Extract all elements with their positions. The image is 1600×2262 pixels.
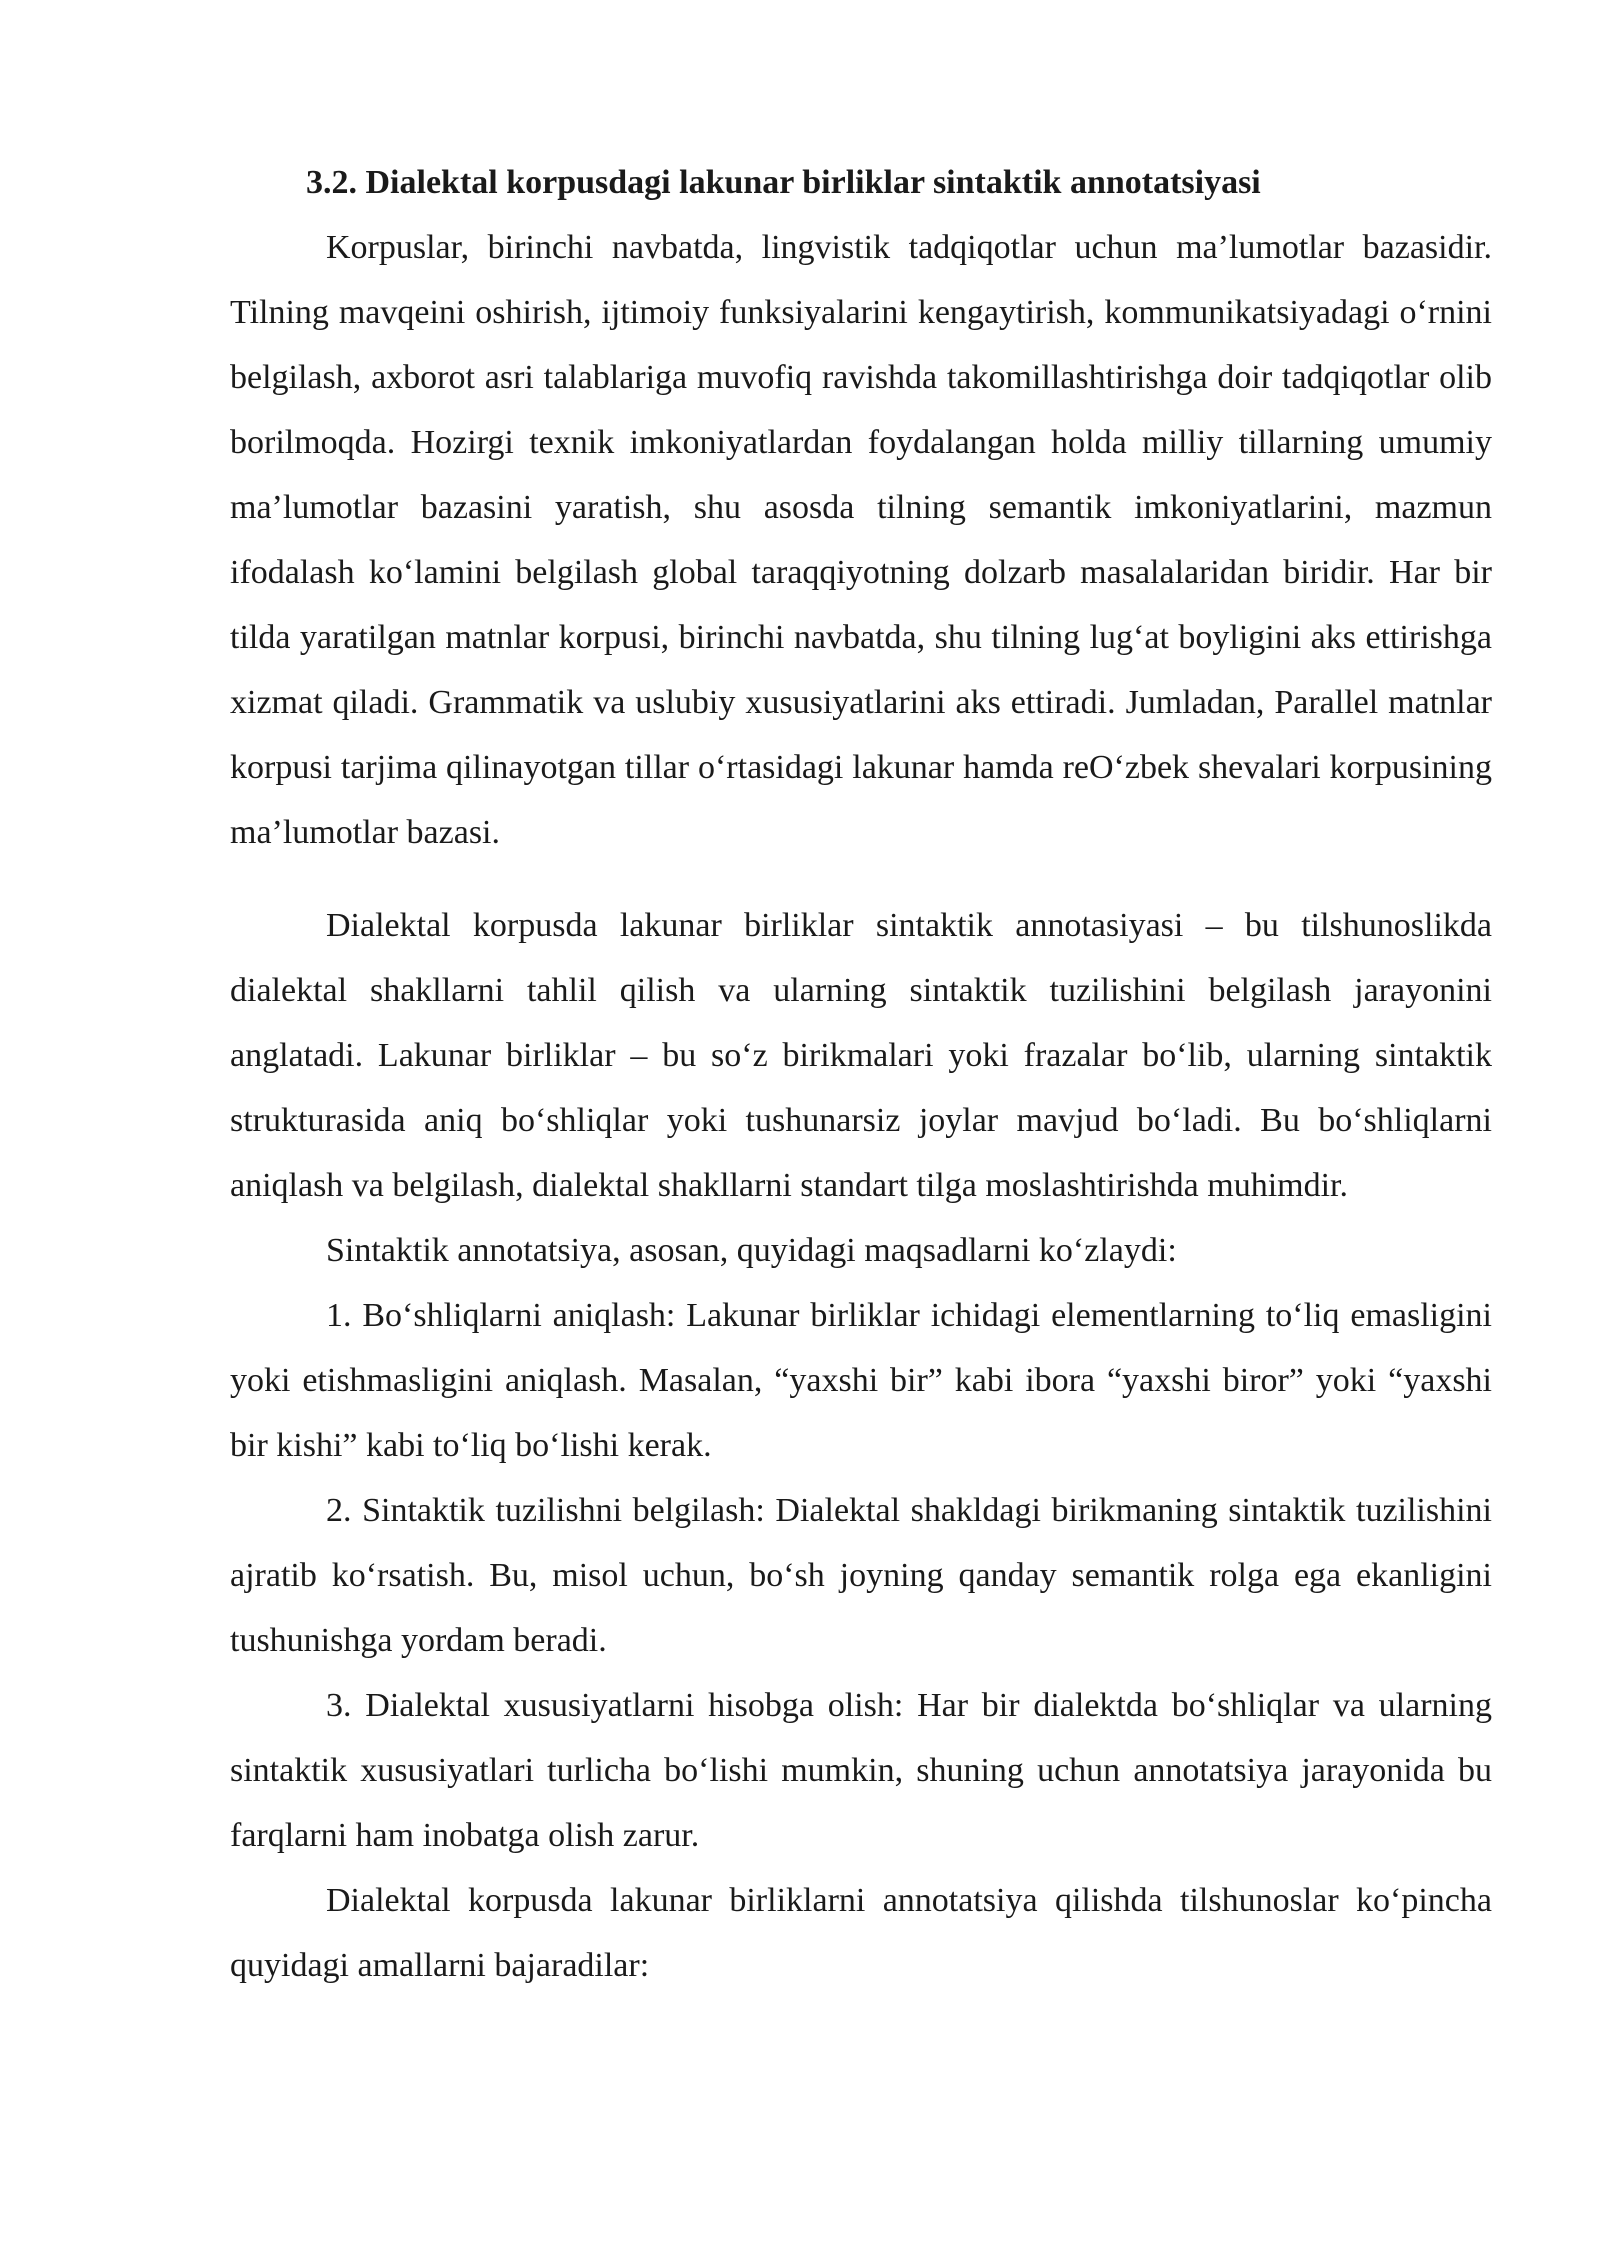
section-heading: 3.2. Dialektal korpusdagi lakunar birliklar sintaktik annotatsiyasi — [306, 164, 1261, 201]
list-item-gaps: 1. Bo‘shliqlarni aniqlash: Lakunar birliklar ichidagi elementlarning to‘liq emasligini yoki etishmasligini aniqlash. Masalan, “yaxshi bir” kabi ibora “yaxshi biror” yoki “yaxshi bir kishi” kabi to‘liq bo‘lishi kerak. — [230, 1297, 1492, 1464]
list-item-dialect-features: 3. Dialektal xususiyatlarni hisobga olish: Har bir dialektda bo‘shliqlar va ularning sintaktik xususiyatlari turlicha bo‘lishi mumkin, shuning uchun annotatsiya jarayonida bu farqlarni ham inobatga olish zarur. — [230, 1687, 1492, 1854]
paragraph-linguist-actions: Dialektal korpusda lakunar birliklarni annotatsiya qilishda tilshunoslar ko‘pincha quyidagi amallarni bajaradilar: — [230, 1882, 1492, 1984]
paragraph-corpus-intro: Korpuslar, birinchi navbatda, lingvistik tadqiqotlar uchun ma’lumotlar bazasidir. Tilning mavqeini oshirish, ijtimoiy funksiyalarini kengaytirish, kommunikatsiyadagi o‘rnini belgilash, axborot asri talablariga muvofiq ravishda takomillashtirishga doir tadqiqotlar olib borilmoqda. Hozirgi texnik imkoniyatlardan foydalangan holda milliy tillarning umumiy ma’lumotlar bazasini yaratish, shu asosda tilning semantik imkoniyatlarini, mazmun ifodalash ko‘lamini belgilash global taraqqiyotning dolzarb masalalaridan biridir. Har bir tilda yaratilgan matnlar korpusi, birinchi navbatda, shu tilning lug‘at boyligini aks ettirishga xizmat qiladi. Grammatik va uslubiy xususiyatlarini aks ettiradi. Jumladan, Parallel matnlar korpusi tarjima qilinayotgan tillar o‘rtasidagi lakunar hamda reO‘zbek shevalari korpusining ma’lumotlar bazasi. — [230, 229, 1492, 851]
list-item-syntactic-structure: 2. Sintaktik tuzilishni belgilash: Dialektal shakldagi birikmaning sintaktik tuzilishini ajratib ko‘rsatish. Bu, misol uchun, bo‘sh joyning qanday semantik rolga ega ekanligini tushunishga yordam beradi. — [230, 1492, 1492, 1659]
document-body — [230, 150, 1492, 1998]
paragraph-lacunar-definition: Dialektal korpusda lakunar birliklar sintaktik annotasiyasi – bu tilshunoslikda dialektal shakllarni tahlil qilish va ularning sintaktik tuzilishini belgilash jarayonini anglatadi. Lakunar birliklar – bu so‘z birikmalari yoki frazalar bo‘lib, ularning sintaktik strukturasida aniq bo‘shliqlar yoki tushunarsiz joylar mavjud bo‘ladi. Bu bo‘shliqlarni aniqlash va belgilash, dialektal shakllarni standart tilga moslashtirishda muhimdir. — [230, 907, 1492, 1204]
paragraph-annotation-goals-intro: Sintaktik annotatsiya, asosan, quyidagi maqsadlarni ko‘zlaydi: — [326, 1232, 1177, 1269]
